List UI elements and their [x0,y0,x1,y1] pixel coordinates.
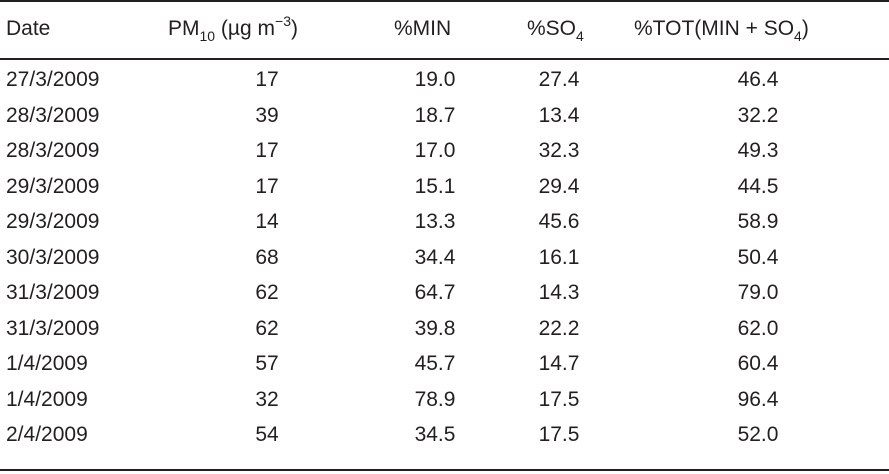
cell-date: 29/3/2009 [6,210,100,233]
cell-pm10: 68 [255,245,279,269]
table-row [0,171,889,203]
cell-pm10: 17 [255,68,279,91]
cell-date: 27/3/2009 [6,68,100,91]
cell-tot: 49.3 [737,139,779,162]
cell-date: 31/3/2009 [6,316,100,340]
cell-pm10: 14 [255,210,279,233]
header-pm10-unit-close: ) [290,17,298,40]
table-row [0,242,889,274]
cell-pm10: 39 [255,103,279,127]
header-tot [634,10,809,48]
cell-tot: 52.0 [737,423,779,446]
header-date: Date [6,17,51,40]
cell-so4: 32.3 [538,139,580,162]
cell-tot: 46.4 [737,68,779,91]
cell-tot: 50.4 [737,245,779,269]
table-row [0,100,889,132]
cell-min: 13.3 [414,210,456,233]
cell-so4: 13.4 [538,103,580,127]
header-so4 [527,10,584,48]
cell-date: 29/3/2009 [6,174,100,198]
cell-so4: 22.2 [538,316,580,340]
cell-tot: 60.4 [737,352,779,375]
cell-pm10: 57 [255,352,279,375]
header-pm10-sub: 10 [199,28,216,44]
cell-min: 45.7 [414,352,456,375]
cell-so4: 45.6 [538,210,580,233]
table-row [0,135,889,167]
cell-date: 31/3/2009 [6,281,100,304]
cell-min: 18.7 [414,103,456,127]
table-row [0,277,889,309]
header-so4-sub: 4 [576,28,584,44]
cell-tot: 79.0 [737,281,779,304]
cell-so4: 14.3 [538,281,580,304]
cell-so4: 27.4 [538,68,580,91]
cell-tot: 96.4 [737,387,779,411]
cell-min: 34.5 [414,423,456,446]
top-rule [0,0,889,2]
cell-so4: 17.5 [538,423,580,446]
table-row [0,348,889,380]
header-rule [0,58,889,60]
table-row [0,419,889,451]
cell-min: 64.7 [414,281,456,304]
header-tot-sub: 4 [794,28,802,44]
table-row [0,64,889,96]
cell-pm10: 62 [255,281,279,304]
header-pm10 [168,10,298,48]
cell-tot: 58.9 [737,210,779,233]
header-row [0,10,889,48]
cell-pm10: 17 [255,139,279,162]
cell-date: 1/4/2009 [6,387,88,411]
cell-date: 1/4/2009 [6,352,88,375]
cell-min: 34.4 [414,245,456,269]
cell-date: 2/4/2009 [6,423,88,446]
cell-pm10: 62 [255,316,279,340]
cell-tot: 62.0 [737,316,779,340]
cell-min: 15.1 [414,174,456,198]
cell-pm10: 17 [255,174,279,198]
table-row [0,384,889,416]
header-tot-close: ) [801,17,809,40]
header-so4-base: %SO [527,17,577,40]
cell-min: 17.0 [414,139,456,162]
cell-tot: 44.5 [737,174,779,198]
header-pm10-unit: (µg m [215,17,276,40]
cell-date: 28/3/2009 [6,103,100,127]
header-min: %MIN [394,17,452,40]
cell-pm10: 32 [255,387,279,411]
cell-date: 28/3/2009 [6,139,100,162]
cell-min: 78.9 [414,387,456,411]
cell-so4: 29.4 [538,174,580,198]
cell-min: 39.8 [414,316,456,340]
header-tot-base: %TOT(MIN + SO [634,17,795,40]
header-pm10-base: PM [168,17,200,40]
header-pm10-unit-exp: −3 [275,13,291,29]
cell-so4: 14.7 [538,352,580,375]
cell-date: 30/3/2009 [6,245,100,269]
cell-so4: 17.5 [538,387,580,411]
table-row [0,313,889,345]
cell-tot: 32.2 [737,103,779,127]
cell-so4: 16.1 [538,245,580,269]
bottom-rule [0,469,889,471]
cell-pm10: 54 [255,423,279,446]
cell-min: 19.0 [414,68,456,91]
table-row [0,206,889,238]
